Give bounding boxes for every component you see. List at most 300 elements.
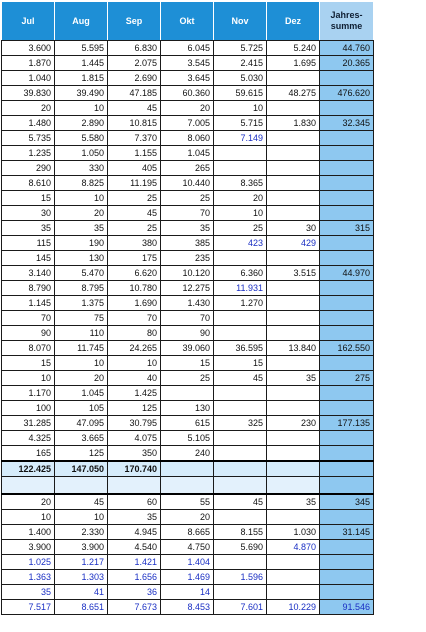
annual-total-cell <box>320 510 374 525</box>
table-cell: 429 <box>267 236 320 251</box>
table-cell: 615 <box>161 416 214 431</box>
table-cell: 1.430 <box>161 296 214 311</box>
table-cell: 2.415 <box>214 56 267 71</box>
table-cell: 30 <box>267 221 320 236</box>
annual-total-cell <box>320 585 374 600</box>
table-cell: 3.900 <box>2 540 55 555</box>
table-cell: 60 <box>108 494 161 510</box>
table-cell: 5.030 <box>214 71 267 86</box>
table-cell: 1.830 <box>267 116 320 131</box>
table-cell: 7.517 <box>2 600 55 615</box>
table-cell: 265 <box>161 161 214 176</box>
table-cell: 325 <box>214 416 267 431</box>
header-sep: Sep <box>108 2 161 41</box>
table-cell: 60.360 <box>161 86 214 101</box>
table-cell: 350 <box>108 446 161 462</box>
table-cell: 48.275 <box>267 86 320 101</box>
table-cell: 20 <box>2 494 55 510</box>
table-cell: 10.440 <box>161 176 214 191</box>
table-row <box>2 311 374 326</box>
table-cell: 10.120 <box>161 266 214 281</box>
annual-total-cell: 162.550 <box>320 341 374 356</box>
table-cell: 110 <box>55 326 108 341</box>
table-cell: 39.490 <box>55 86 108 101</box>
table-cell: 5.580 <box>55 131 108 146</box>
table-row <box>2 266 374 281</box>
table-cell: 24.265 <box>108 341 161 356</box>
table-cell: 1.270 <box>214 296 267 311</box>
annual-total-cell <box>320 446 374 462</box>
table-cell: 5.105 <box>161 431 214 446</box>
table-cell <box>55 477 108 495</box>
annual-total-cell <box>320 161 374 176</box>
table-cell: 125 <box>108 401 161 416</box>
table-cell: 1.145 <box>2 296 55 311</box>
table-cell: 3.515 <box>267 266 320 281</box>
table-cell: 423 <box>214 236 267 251</box>
table-cell: 6.830 <box>108 41 161 56</box>
table-cell <box>214 401 267 416</box>
table-cell: 1.596 <box>214 570 267 585</box>
table-cell: 1.656 <box>108 570 161 585</box>
table-cell <box>214 431 267 446</box>
table-cell <box>214 386 267 401</box>
table-cell: 4.540 <box>108 540 161 555</box>
table-cell: 1.480 <box>2 116 55 131</box>
table-cell <box>214 146 267 161</box>
table-cell: 6.045 <box>161 41 214 56</box>
table-cell: 1.425 <box>108 386 161 401</box>
table-cell: 5.240 <box>267 41 320 56</box>
annual-total-cell <box>320 251 374 266</box>
table-cell: 45 <box>214 494 267 510</box>
table-cell: 35 <box>161 221 214 236</box>
table-cell <box>267 446 320 462</box>
table-cell: 45 <box>55 494 108 510</box>
table-cell: 170.740 <box>108 461 161 477</box>
annual-total-cell <box>320 477 374 495</box>
annual-total-cell <box>320 540 374 555</box>
table-cell: 90 <box>2 326 55 341</box>
table-cell: 14 <box>161 585 214 600</box>
table-row <box>2 191 374 206</box>
table-cell: 10 <box>214 206 267 221</box>
table-cell: 1.025 <box>2 555 55 570</box>
table-row <box>2 41 374 56</box>
table-cell: 115 <box>2 236 55 251</box>
table-cell <box>267 146 320 161</box>
table-cell: 36 <box>108 585 161 600</box>
annual-total-cell: 275 <box>320 371 374 386</box>
table-cell: 75 <box>55 311 108 326</box>
annual-total-cell <box>320 401 374 416</box>
table-row <box>2 525 374 540</box>
table-row <box>2 161 374 176</box>
table-row <box>2 371 374 386</box>
table-cell <box>161 461 214 477</box>
table-row <box>2 446 374 462</box>
table-cell: 45 <box>108 101 161 116</box>
table-cell: 90 <box>161 326 214 341</box>
table-row <box>2 386 374 401</box>
table-cell: 15 <box>214 356 267 371</box>
table-cell: 290 <box>2 161 55 176</box>
table-cell <box>267 296 320 311</box>
table-cell: 10 <box>2 371 55 386</box>
table-cell: 35 <box>2 221 55 236</box>
table-cell <box>2 477 55 495</box>
table-cell: 122.425 <box>2 461 55 477</box>
table-cell <box>161 386 214 401</box>
table-cell: 10 <box>2 510 55 525</box>
table-cell: 20 <box>161 510 214 525</box>
table-cell: 6.620 <box>108 266 161 281</box>
header-aug: Aug <box>55 2 108 41</box>
table-cell <box>267 386 320 401</box>
table-cell: 130 <box>161 401 214 416</box>
table-cell: 7.149 <box>214 131 267 146</box>
table-cell: 30 <box>2 206 55 221</box>
table-cell: 235 <box>161 251 214 266</box>
table-cell: 4.325 <box>2 431 55 446</box>
table-cell: 25 <box>108 221 161 236</box>
table-cell: 59.615 <box>214 86 267 101</box>
table-cell: 25 <box>161 371 214 386</box>
table-cell: 3.900 <box>55 540 108 555</box>
table-cell: 41 <box>55 585 108 600</box>
table-cell: 1.303 <box>55 570 108 585</box>
table-cell: 385 <box>161 236 214 251</box>
table-cell: 1.445 <box>55 56 108 71</box>
table-cell: 8.790 <box>2 281 55 296</box>
table-cell: 1.040 <box>2 71 55 86</box>
annual-total-cell: 44.970 <box>320 266 374 281</box>
table-row <box>2 281 374 296</box>
table-cell: 10 <box>55 510 108 525</box>
table-cell <box>267 251 320 266</box>
annual-total-cell: 32.345 <box>320 116 374 131</box>
table-row <box>2 176 374 191</box>
table-cell: 1.695 <box>267 56 320 71</box>
table-cell: 7.601 <box>214 600 267 615</box>
table-cell: 1.045 <box>161 146 214 161</box>
table-cell <box>214 446 267 462</box>
table-cell: 45 <box>214 371 267 386</box>
table-cell: 8.825 <box>55 176 108 191</box>
table-cell: 35 <box>267 371 320 386</box>
table-cell: 70 <box>161 311 214 326</box>
table-row <box>2 540 374 555</box>
table-cell: 7.005 <box>161 116 214 131</box>
table-cell: 1.375 <box>55 296 108 311</box>
table-row <box>2 326 374 341</box>
table-cell: 8.365 <box>214 176 267 191</box>
table-cell <box>267 477 320 495</box>
table-cell <box>161 477 214 495</box>
table-cell: 10 <box>55 101 108 116</box>
table-cell: 10 <box>214 101 267 116</box>
table-cell: 35 <box>55 221 108 236</box>
annual-total-cell <box>320 71 374 86</box>
table-cell: 7.370 <box>108 131 161 146</box>
table-cell: 2.890 <box>55 116 108 131</box>
table-cell: 35 <box>2 585 55 600</box>
table-cell: 70 <box>108 311 161 326</box>
table-row <box>2 555 374 570</box>
table-row <box>2 146 374 161</box>
table-cell: 6.360 <box>214 266 267 281</box>
annual-total-cell: 476.620 <box>320 86 374 101</box>
table-cell: 4.750 <box>161 540 214 555</box>
table-cell <box>267 401 320 416</box>
table-cell: 8.795 <box>55 281 108 296</box>
table-cell <box>267 161 320 176</box>
annual-total-cell <box>320 386 374 401</box>
table-cell: 47.185 <box>108 86 161 101</box>
table-cell: 45 <box>108 206 161 221</box>
table-row <box>2 494 374 510</box>
table-cell <box>267 555 320 570</box>
header-nov: Nov <box>214 2 267 41</box>
table-cell: 175 <box>108 251 161 266</box>
table-cell: 35 <box>108 510 161 525</box>
table-cell <box>267 176 320 191</box>
table-cell: 5.595 <box>55 41 108 56</box>
table-cell: 5.690 <box>214 540 267 555</box>
table-cell <box>267 326 320 341</box>
table-cell: 35 <box>267 494 320 510</box>
table-cell <box>267 131 320 146</box>
table-cell: 130 <box>55 251 108 266</box>
table-cell <box>267 461 320 477</box>
table-cell: 145 <box>2 251 55 266</box>
table-cell: 4.870 <box>267 540 320 555</box>
table-cell: 20 <box>161 101 214 116</box>
table-cell <box>267 356 320 371</box>
table-cell <box>267 585 320 600</box>
annual-total-cell <box>320 206 374 221</box>
header-dez: Dez <box>267 2 320 41</box>
annual-total-cell <box>320 570 374 585</box>
table-cell: 30.795 <box>108 416 161 431</box>
table-row <box>2 477 374 495</box>
table-cell: 5.470 <box>55 266 108 281</box>
table-cell: 3.665 <box>55 431 108 446</box>
table-cell: 20 <box>55 206 108 221</box>
table-cell: 1.690 <box>108 296 161 311</box>
table-cell: 11.745 <box>55 341 108 356</box>
table-row <box>2 116 374 131</box>
annual-total-cell: 20.365 <box>320 56 374 71</box>
table-cell: 25 <box>214 221 267 236</box>
table-cell <box>267 101 320 116</box>
data-table <box>1 1 374 615</box>
table-cell: 3.645 <box>161 71 214 86</box>
table-row <box>2 585 374 600</box>
table-row <box>2 236 374 251</box>
table-cell <box>267 191 320 206</box>
table-cell <box>214 326 267 341</box>
table-cell: 125 <box>55 446 108 462</box>
table-cell: 1.170 <box>2 386 55 401</box>
table-cell <box>267 510 320 525</box>
table-cell: 100 <box>2 401 55 416</box>
table-cell: 1.421 <box>108 555 161 570</box>
table-cell: 1.469 <box>161 570 214 585</box>
annual-total-cell <box>320 326 374 341</box>
table-cell: 8.060 <box>161 131 214 146</box>
table-cell: 2.330 <box>55 525 108 540</box>
table-cell: 36.595 <box>214 341 267 356</box>
table-cell: 39.830 <box>2 86 55 101</box>
annual-total-cell <box>320 131 374 146</box>
header-jul: Jul <box>2 2 55 41</box>
table-cell: 1.870 <box>2 56 55 71</box>
table-cell: 3.140 <box>2 266 55 281</box>
table-cell: 10.780 <box>108 281 161 296</box>
annual-total-cell: 31.145 <box>320 525 374 540</box>
table-cell: 31.285 <box>2 416 55 431</box>
table-cell: 4.075 <box>108 431 161 446</box>
table-cell <box>108 477 161 495</box>
table-cell <box>267 431 320 446</box>
table-body <box>2 41 374 615</box>
table-cell: 55 <box>161 494 214 510</box>
table-cell: 8.651 <box>55 600 108 615</box>
table-cell: 147.050 <box>55 461 108 477</box>
table-cell: 25 <box>108 191 161 206</box>
table-cell <box>214 161 267 176</box>
annual-total-cell <box>320 555 374 570</box>
annual-total-cell: 177.135 <box>320 416 374 431</box>
table-cell: 10 <box>55 191 108 206</box>
annual-total-cell: 44.760 <box>320 41 374 56</box>
table-row <box>2 131 374 146</box>
header-row <box>2 2 374 41</box>
table-cell: 12.275 <box>161 281 214 296</box>
table-cell: 330 <box>55 161 108 176</box>
table-cell: 10.815 <box>108 116 161 131</box>
header-jahressumme: Jahres- summe <box>320 2 374 41</box>
table-cell: 11.931 <box>214 281 267 296</box>
table-cell <box>267 311 320 326</box>
table-cell: 8.610 <box>2 176 55 191</box>
table-cell: 10 <box>108 356 161 371</box>
table-cell: 1.030 <box>267 525 320 540</box>
table-cell: 1.404 <box>161 555 214 570</box>
annual-total-cell <box>320 311 374 326</box>
table-cell: 105 <box>55 401 108 416</box>
table-row <box>2 101 374 116</box>
table-cell: 5.725 <box>214 41 267 56</box>
table-cell <box>267 71 320 86</box>
table-cell: 15 <box>161 356 214 371</box>
table-cell: 10.229 <box>267 600 320 615</box>
table-cell: 3.545 <box>161 56 214 71</box>
header-okt: Okt <box>161 2 214 41</box>
table-row <box>2 251 374 266</box>
table-cell: 2.690 <box>108 71 161 86</box>
table-cell: 20 <box>214 191 267 206</box>
table-cell: 8.453 <box>161 600 214 615</box>
annual-total-cell <box>320 281 374 296</box>
table-cell: 1.363 <box>2 570 55 585</box>
table-cell: 405 <box>108 161 161 176</box>
table-header <box>2 2 374 41</box>
table-cell: 1.155 <box>108 146 161 161</box>
table-cell: 20 <box>55 371 108 386</box>
annual-total-cell <box>320 356 374 371</box>
table-cell: 70 <box>161 206 214 221</box>
table-row <box>2 56 374 71</box>
table-cell: 240 <box>161 446 214 462</box>
table-row <box>2 206 374 221</box>
table-cell: 3.600 <box>2 41 55 56</box>
table-row <box>2 461 374 477</box>
annual-total-cell: 315 <box>320 221 374 236</box>
table-cell: 5.735 <box>2 131 55 146</box>
table-row <box>2 510 374 525</box>
table-cell: 15 <box>2 356 55 371</box>
table-cell: 11.195 <box>108 176 161 191</box>
table-cell: 80 <box>108 326 161 341</box>
table-cell: 5.715 <box>214 116 267 131</box>
table-cell: 1.400 <box>2 525 55 540</box>
table-cell: 1.235 <box>2 146 55 161</box>
table-row <box>2 401 374 416</box>
annual-total-cell <box>320 101 374 116</box>
table-row <box>2 356 374 371</box>
table-cell: 7.673 <box>108 600 161 615</box>
table-cell: 20 <box>2 101 55 116</box>
annual-total-cell <box>320 191 374 206</box>
table-cell <box>214 251 267 266</box>
table-cell: 8.070 <box>2 341 55 356</box>
table-row <box>2 600 374 615</box>
table-cell: 40 <box>108 371 161 386</box>
table-cell <box>267 281 320 296</box>
table-row <box>2 296 374 311</box>
table-cell: 47.095 <box>55 416 108 431</box>
table-cell: 1.045 <box>55 386 108 401</box>
table-cell: 8.665 <box>161 525 214 540</box>
table-cell: 39.060 <box>161 341 214 356</box>
table-cell <box>214 461 267 477</box>
table-cell: 15 <box>2 191 55 206</box>
table-cell <box>214 510 267 525</box>
table-cell: 1.050 <box>55 146 108 161</box>
annual-total-cell: 91.546 <box>320 600 374 615</box>
table-cell: 1.815 <box>55 71 108 86</box>
annual-total-cell <box>320 236 374 251</box>
table-row <box>2 341 374 356</box>
annual-total-cell: 345 <box>320 494 374 510</box>
table-cell: 10 <box>55 356 108 371</box>
table-row <box>2 431 374 446</box>
table-cell: 165 <box>2 446 55 462</box>
table-row <box>2 71 374 86</box>
table-row <box>2 86 374 101</box>
table-cell: 230 <box>267 416 320 431</box>
annual-total-cell <box>320 461 374 477</box>
table-row <box>2 416 374 431</box>
table-cell: 13.840 <box>267 341 320 356</box>
table-cell: 4.945 <box>108 525 161 540</box>
table-cell <box>214 477 267 495</box>
table-cell: 190 <box>55 236 108 251</box>
table-cell <box>267 570 320 585</box>
annual-total-cell <box>320 296 374 311</box>
